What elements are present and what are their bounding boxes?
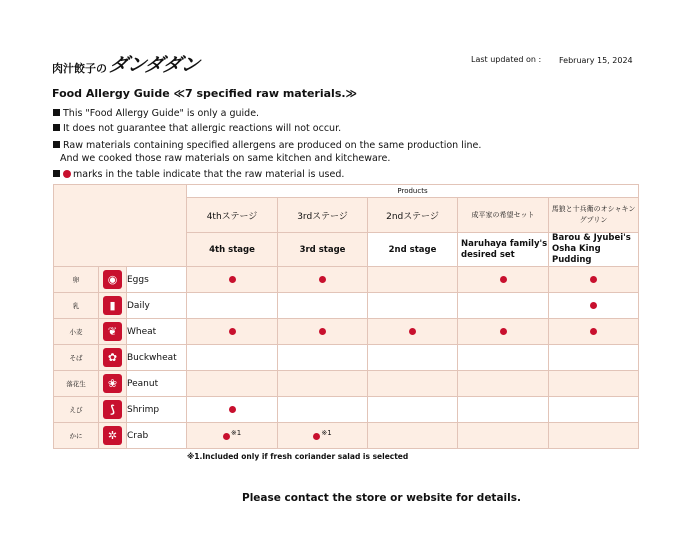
allergen-ja-label: かに bbox=[54, 423, 99, 449]
used-mark-icon bbox=[500, 276, 507, 283]
mark-cell bbox=[368, 267, 458, 293]
note-3-text: Raw materials containing specified allergens are produced on the same production line. bbox=[63, 140, 482, 151]
note-2-text: It does not guarantee that allergic reactions will not occur. bbox=[63, 123, 342, 134]
allergen-ja-label: 乳 bbox=[54, 293, 99, 319]
mark-cell bbox=[458, 319, 549, 345]
used-mark-icon bbox=[313, 433, 320, 440]
mark-cell bbox=[458, 267, 549, 293]
used-mark-icon bbox=[319, 328, 326, 335]
buckwheat-icon: ✿ bbox=[103, 348, 122, 367]
mark-cell bbox=[458, 397, 549, 423]
allergen-ja-label: 小麦 bbox=[54, 319, 99, 345]
mark-cell bbox=[458, 423, 549, 449]
mark-cell bbox=[278, 267, 368, 293]
allergen-icon-cell bbox=[99, 423, 127, 449]
note-4 bbox=[60, 152, 390, 165]
egg-icon: ◉ bbox=[103, 270, 122, 289]
marks-note bbox=[53, 168, 344, 181]
allergen-icon-cell bbox=[99, 371, 127, 397]
bullet-square-icon bbox=[53, 124, 60, 131]
peanut-icon: ❀ bbox=[103, 374, 122, 393]
mark-cell bbox=[187, 423, 278, 449]
used-mark-icon bbox=[409, 328, 416, 335]
allergen-icon-cell bbox=[99, 397, 127, 423]
allergen-en-label: Buckwheat bbox=[127, 345, 187, 371]
products-header: Products bbox=[187, 185, 639, 198]
last-updated-label: Last updated on : bbox=[471, 55, 542, 64]
used-mark-icon bbox=[500, 328, 507, 335]
mark-cell bbox=[368, 345, 458, 371]
allergen-row-buckwheat bbox=[54, 345, 639, 371]
mark-cell bbox=[549, 345, 639, 371]
mark-cell bbox=[549, 397, 639, 423]
allergen-en-label: Daily bbox=[127, 293, 187, 319]
allergen-en-label: Eggs bbox=[127, 267, 187, 293]
mark-cell bbox=[278, 293, 368, 319]
brand-prefix: 肉汁餃子の bbox=[52, 62, 107, 75]
mark-cell bbox=[187, 319, 278, 345]
guide-title: Food Allergy Guide ≪7 specified raw materials.≫ bbox=[52, 87, 358, 100]
contact-note: Please contact the store or website for details. bbox=[242, 492, 521, 504]
used-mark-icon bbox=[229, 406, 236, 413]
footnote-ref: ※1 bbox=[230, 429, 242, 437]
note-2 bbox=[53, 122, 341, 135]
product-en-2nd: 2nd stage bbox=[368, 233, 458, 267]
product-ja-3rd: 3rdステージ bbox=[278, 198, 368, 233]
mark-cell bbox=[187, 267, 278, 293]
mark-cell bbox=[549, 293, 639, 319]
used-mark-icon bbox=[590, 276, 597, 283]
marks-note-text: marks in the table indicate that the raw material is used. bbox=[73, 169, 345, 180]
product-ja-naruhaya: 成平家の希望セット bbox=[458, 198, 549, 233]
allergen-icon-cell bbox=[99, 345, 127, 371]
allergen-row-shrimp bbox=[54, 397, 639, 423]
note-4-text: And we cooked those raw materials on same kitchen and kitcheware. bbox=[60, 153, 391, 164]
crab-icon: ✲ bbox=[103, 426, 122, 445]
used-mark-icon bbox=[590, 302, 597, 309]
product-en-pudding: Barou & Jyubei's Osha King Pudding bbox=[549, 233, 639, 267]
allergy-table bbox=[53, 184, 639, 449]
allergen-row-peanut bbox=[54, 371, 639, 397]
footnote: ※1.Included only if fresh coriander salad is selected bbox=[187, 452, 409, 461]
allergen-en-label: Crab bbox=[127, 423, 187, 449]
product-ja-2nd: 2ndステージ bbox=[368, 198, 458, 233]
milk-icon: ▮ bbox=[103, 296, 122, 315]
mark-cell bbox=[549, 371, 639, 397]
mark-cell bbox=[549, 267, 639, 293]
mark-cell bbox=[458, 345, 549, 371]
footnote-ref: ※1 bbox=[321, 429, 332, 437]
mark-cell bbox=[458, 371, 549, 397]
allergen-ja-label: 卵 bbox=[54, 267, 99, 293]
used-mark-icon bbox=[229, 276, 236, 283]
mark-cell bbox=[549, 423, 639, 449]
mark-cell bbox=[187, 397, 278, 423]
note-1 bbox=[53, 107, 259, 120]
mark-cell bbox=[278, 345, 368, 371]
product-en-3rd: 3rd stage bbox=[278, 233, 368, 267]
allergen-icon-cell bbox=[99, 267, 127, 293]
bullet-square-icon bbox=[53, 141, 60, 148]
mark-cell bbox=[368, 293, 458, 319]
bullet-square-icon bbox=[53, 109, 60, 116]
last-updated-date: February 15, 2024 bbox=[559, 56, 633, 65]
allergen-en-label: Shrimp bbox=[127, 397, 187, 423]
allergen-icon-cell bbox=[99, 319, 127, 345]
brand-name: ダンダダン bbox=[107, 54, 201, 76]
mark-cell bbox=[458, 293, 549, 319]
product-en-naruhaya: Naruhaya family's desired set bbox=[458, 233, 549, 267]
wheat-icon: ❦ bbox=[103, 322, 122, 341]
allergen-row-wheat bbox=[54, 319, 639, 345]
bullet-square-icon bbox=[53, 170, 60, 177]
mark-cell bbox=[368, 371, 458, 397]
table-corner bbox=[54, 185, 187, 267]
mark-cell bbox=[278, 319, 368, 345]
mark-cell bbox=[368, 319, 458, 345]
used-mark-icon bbox=[319, 276, 326, 283]
allergen-ja-label: 落花生 bbox=[54, 371, 99, 397]
mark-cell bbox=[187, 293, 278, 319]
note-3 bbox=[53, 139, 481, 152]
red-dot-icon bbox=[63, 170, 71, 178]
allergen-ja-label: そば bbox=[54, 345, 99, 371]
brand-logo bbox=[52, 52, 199, 76]
allergen-row-daily bbox=[54, 293, 639, 319]
used-mark-icon bbox=[229, 328, 236, 335]
products-header-row bbox=[54, 185, 639, 198]
mark-cell bbox=[549, 319, 639, 345]
allergen-en-label: Peanut bbox=[127, 371, 187, 397]
product-en-4th: 4th stage bbox=[187, 233, 278, 267]
mark-cell bbox=[187, 345, 278, 371]
allergen-icon-cell bbox=[99, 293, 127, 319]
note-1-text: This "Food Allergy Guide" is only a guide. bbox=[63, 108, 260, 119]
shrimp-icon: ⟆ bbox=[103, 400, 122, 419]
allergen-en-label: Wheat bbox=[127, 319, 187, 345]
mark-cell bbox=[278, 371, 368, 397]
used-mark-icon bbox=[223, 433, 230, 440]
mark-cell bbox=[187, 371, 278, 397]
allergen-row-crab bbox=[54, 423, 639, 449]
mark-cell bbox=[368, 423, 458, 449]
mark-cell bbox=[278, 423, 368, 449]
product-ja-4th: 4thステージ bbox=[187, 198, 278, 233]
allergen-row-eggs bbox=[54, 267, 639, 293]
used-mark-icon bbox=[590, 328, 597, 335]
mark-cell bbox=[278, 397, 368, 423]
mark-cell bbox=[368, 397, 458, 423]
allergen-ja-label: えび bbox=[54, 397, 99, 423]
product-ja-pudding: 馬狼と十兵衛のオシャキングプリン bbox=[549, 198, 639, 233]
